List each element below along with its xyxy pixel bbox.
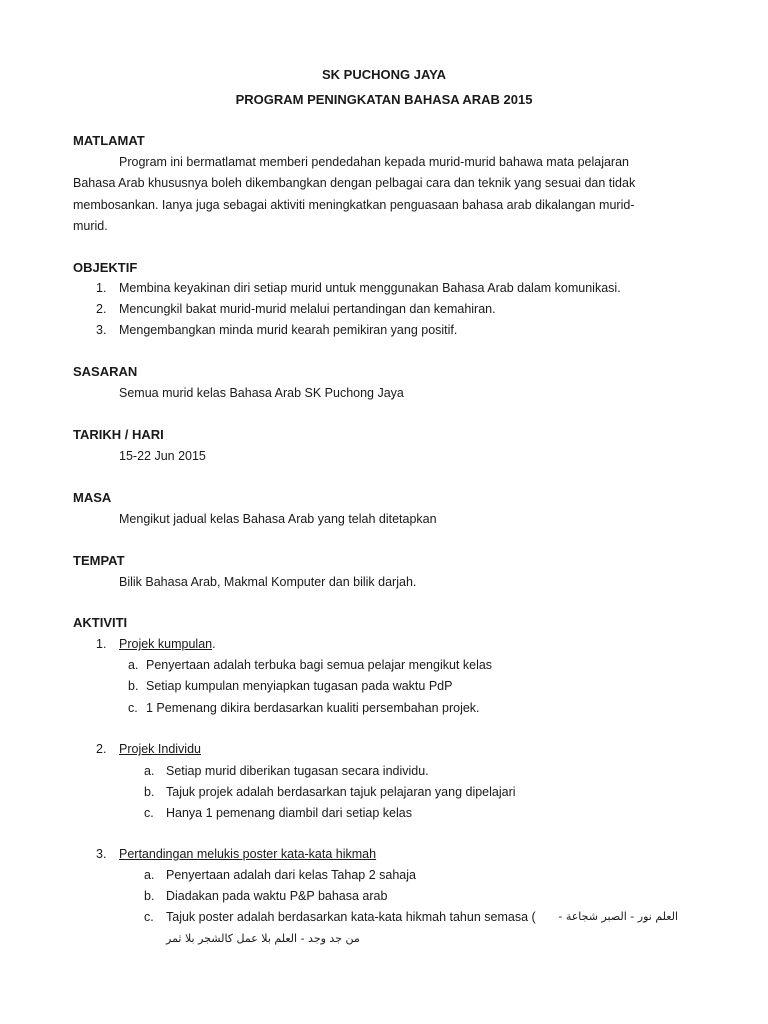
program-title: PROGRAM PENINGKATAN BAHASA ARAB 2015 xyxy=(235,92,533,107)
masa-text: Mengikut jadual kelas Bahasa Arab yang telah ditetapkan xyxy=(119,512,437,526)
tempat-text: Bilik Bahasa Arab, Makmal Komputer dan bilik darjah. xyxy=(119,575,417,589)
sasaran-text: Semua murid kelas Bahasa Arab SK Puchong Jaya xyxy=(119,386,404,400)
list-item: Tajuk poster adalah berdasarkan kata-kata hikmah tahun semasa ( xyxy=(166,910,536,924)
item-letter: a. xyxy=(144,764,155,778)
list-item: Hanya 1 pemenang diambil dari setiap kelas xyxy=(166,806,412,820)
item-letter: c. xyxy=(128,701,138,715)
aktiviti-heading: AKTIVITI xyxy=(73,615,128,630)
list-item: Setiap murid diberikan tugasan secara individu. xyxy=(166,764,429,778)
arabic-phrase-line-1: العلم نور - الصبر شجاعة - xyxy=(558,910,678,923)
list-item: Penyertaan adalah terbuka bagi semua pelajar mengikut kelas xyxy=(146,658,493,672)
matlamat-line-4: murid. xyxy=(73,218,108,233)
objektif-number: 3. xyxy=(96,323,107,337)
matlamat-line-1: Program ini bermatlamat memberi pendedahan kepada murid-murid bahawa mata pelajaran xyxy=(119,155,629,169)
objektif-number: 2. xyxy=(96,302,107,316)
tarikh-heading: TARIKH / HARI xyxy=(73,427,164,442)
objektif-item: Mengembangkan minda murid kearah pemikiran yang positif. xyxy=(119,323,458,337)
item-letter: c. xyxy=(144,806,154,820)
list-item: Diadakan pada waktu P&P bahasa arab xyxy=(166,889,388,903)
matlamat-paragraph xyxy=(73,152,663,237)
list-item: Penyertaan adalah dari kelas Tahap 2 sahaja xyxy=(166,868,416,882)
masa-heading: MASA xyxy=(73,490,112,505)
objektif-item: Mencungkil bakat murid-murid melalui pertandingan dan kemahiran. xyxy=(119,302,496,316)
objektif-item: Membina keyakinan diri setiap murid untuk menggunakan Bahasa Arab dalam komunikasi. xyxy=(119,281,621,295)
list-item: Tajuk projek adalah berdasarkan tajuk pelajaran yang dipelajari xyxy=(166,785,516,799)
school-name-title: SK PUCHONG JAYA xyxy=(321,67,447,82)
item-letter: a. xyxy=(144,868,155,882)
aktiviti-title-pertandingan-poster: Pertandingan melukis poster kata-kata hikmah xyxy=(119,847,377,861)
item-letter: b. xyxy=(144,785,155,799)
objektif-number: 1. xyxy=(96,281,107,295)
list-item: 1 Pemenang dikira berdasarkan kualiti persembahan projek. xyxy=(146,701,480,715)
item-letter: a. xyxy=(128,658,139,672)
aktiviti-number: 2. xyxy=(96,742,107,756)
item-letter: b. xyxy=(128,679,139,693)
matlamat-line-3: membosankan. Ianya juga sebagai aktiviti meningkatkan penguasaan bahasa arab dikalangan murid- xyxy=(73,197,635,212)
aktiviti-title-projek-individu: Projek Individu xyxy=(119,742,201,756)
objektif-heading: OBJEKTIF xyxy=(73,260,138,275)
aktiviti-number: 3. xyxy=(96,847,107,861)
list-item: Setiap kumpulan menyiapkan tugasan pada waktu PdP xyxy=(146,679,453,693)
aktiviti-title-projek-kumpulan: Projek kumpulan. xyxy=(119,637,216,651)
item-letter: c. xyxy=(144,910,154,924)
aktiviti-number: 1. xyxy=(96,637,107,651)
matlamat-line-2: Bahasa Arab khususnya boleh dikembangkan dengan pelbagai cara dan teknik yang sesuai dan tidak xyxy=(73,176,636,191)
tempat-heading: TEMPAT xyxy=(73,553,125,568)
arabic-phrase-line-2: من جد وجد - العلم بلا عمل كالشجر بلا ثمر xyxy=(166,932,360,945)
item-letter: b. xyxy=(144,889,155,903)
sasaran-heading: SASARAN xyxy=(73,364,138,379)
tarikh-text: 15-22 Jun 2015 xyxy=(119,449,206,463)
matlamat-heading: MATLAMAT xyxy=(73,133,145,148)
